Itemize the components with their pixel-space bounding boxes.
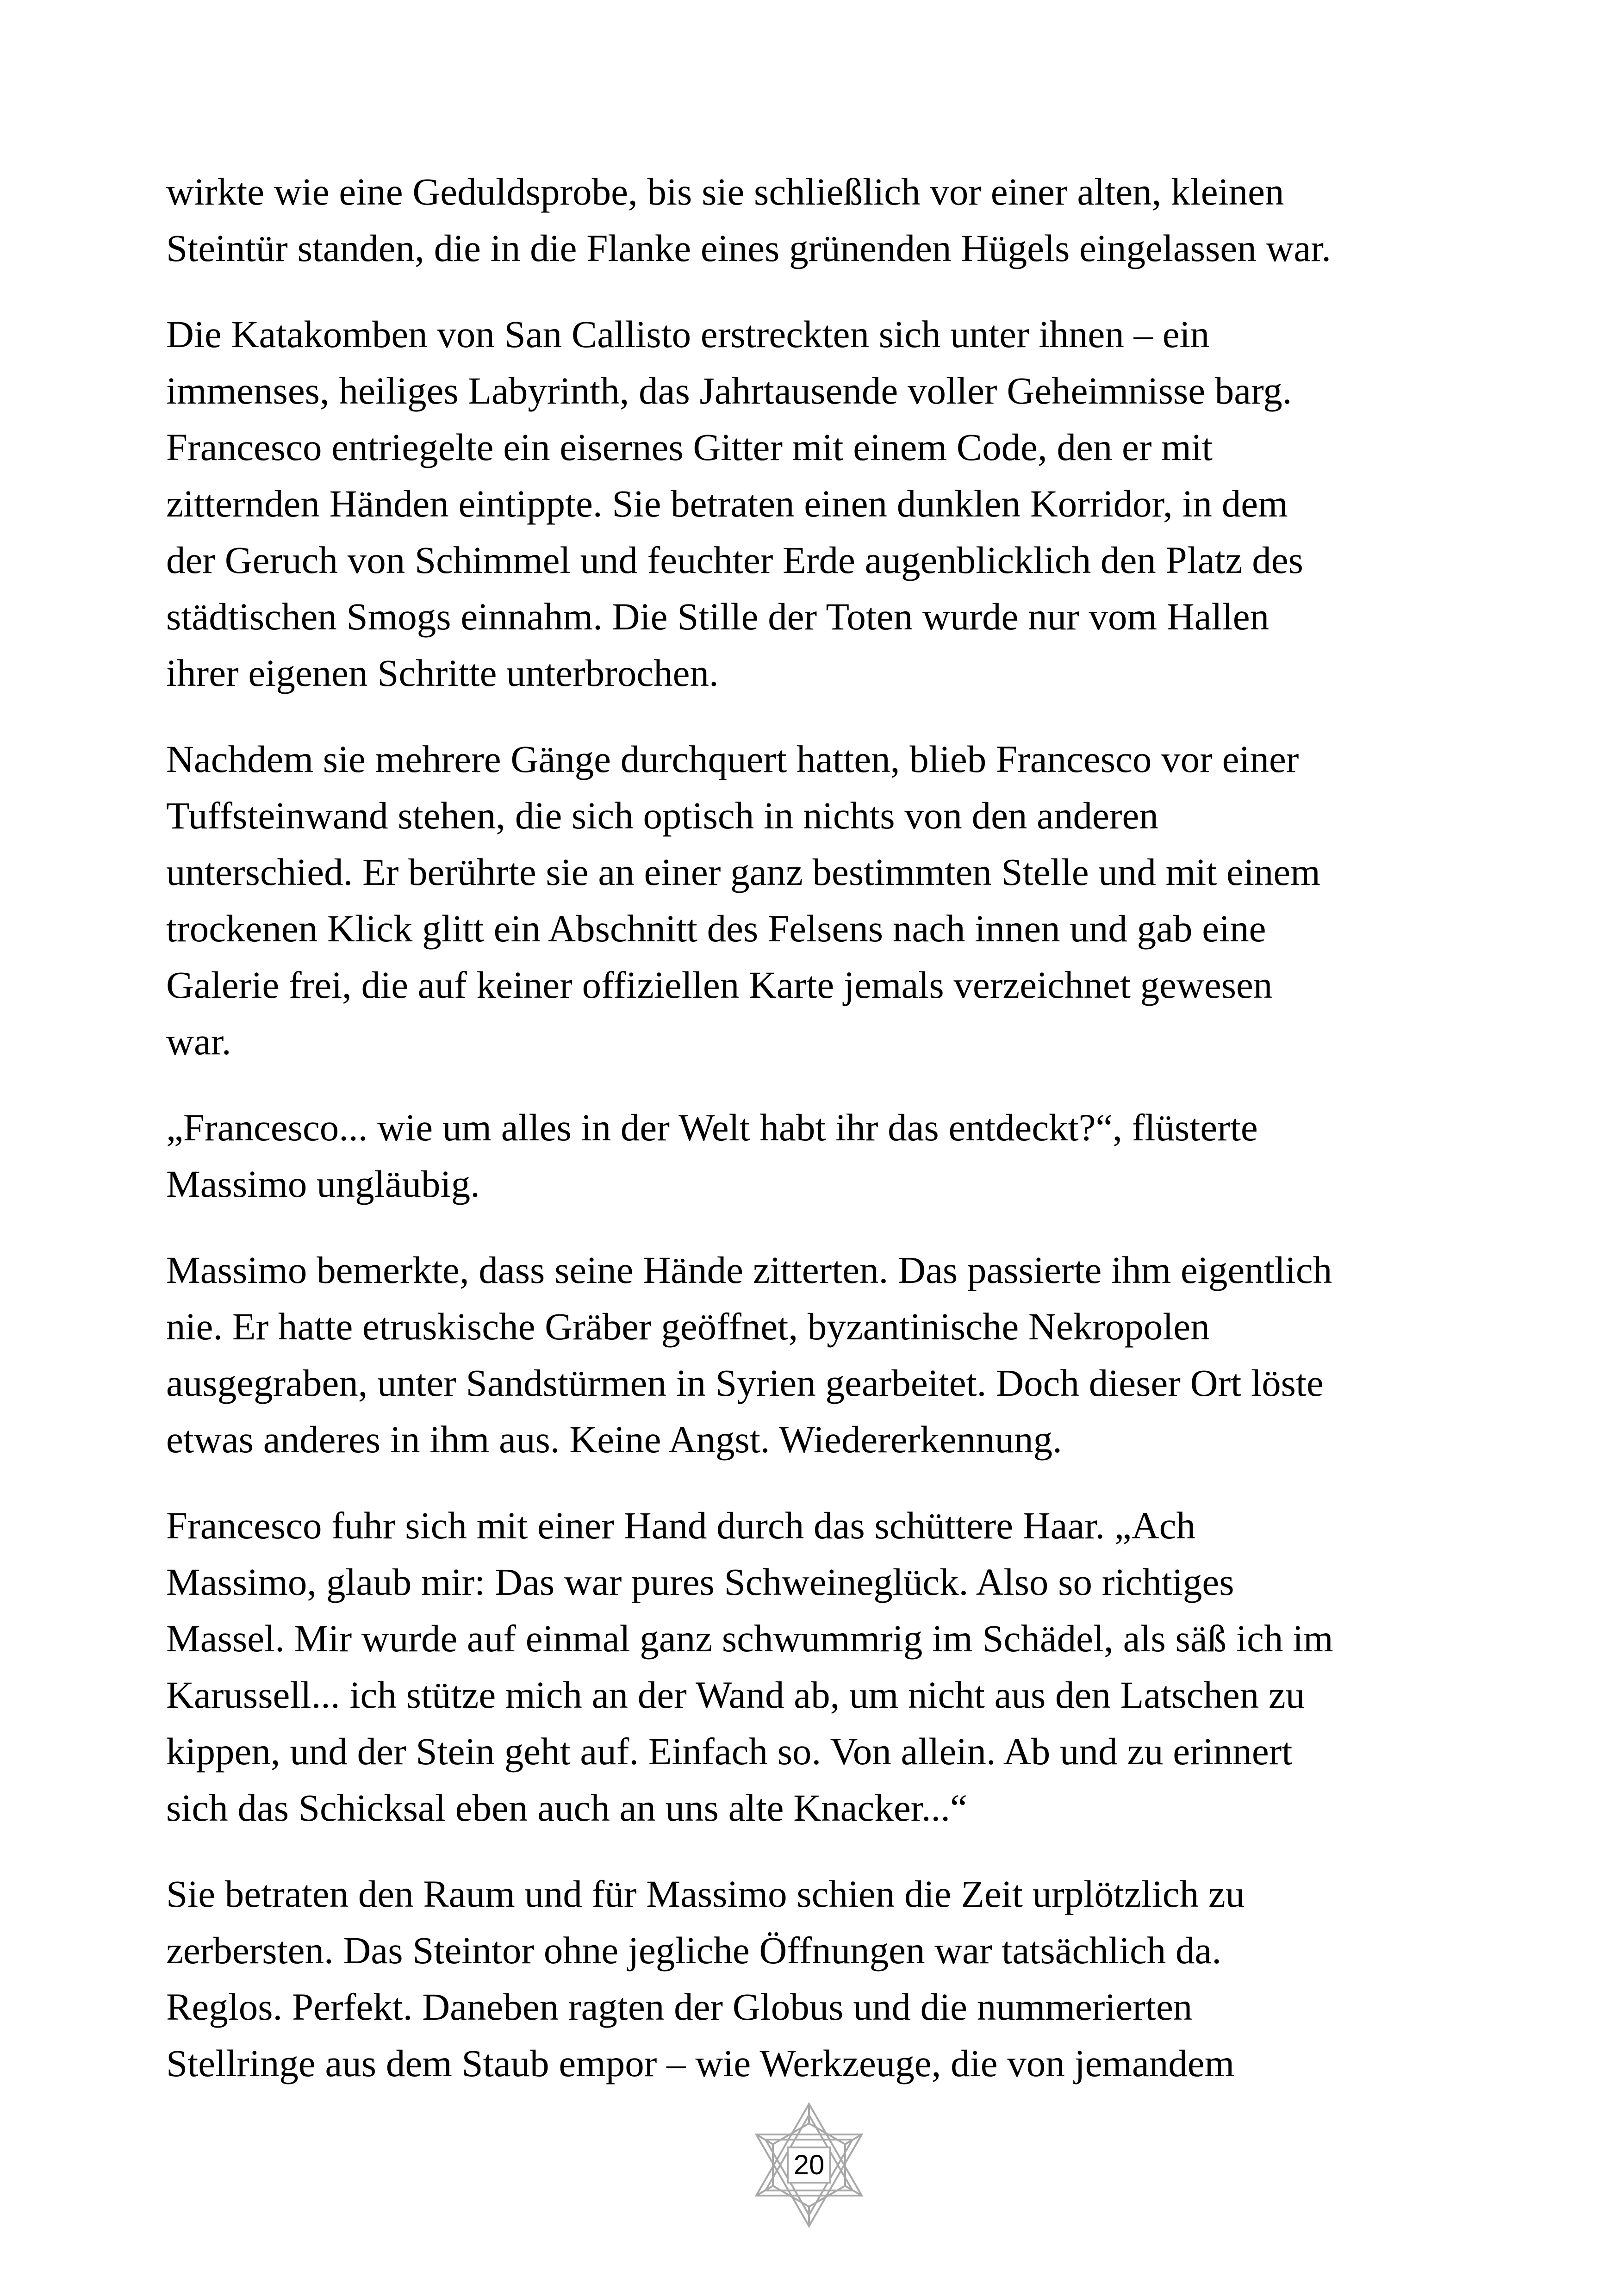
text-line: städtischen Smogs einnahm. Die Stille der Toten wurde nur vom Hallen: [166, 595, 1270, 638]
text-line: sich das Schicksal eben auch an uns alte Knacker...“: [166, 1786, 967, 1829]
text-line: Die Katakomben von San Callisto erstreckten sich unter ihnen – ein: [166, 313, 1210, 355]
text-line: Francesco entriegelte ein eisernes Gitter mit einem Code, den er mit: [166, 426, 1213, 468]
text-line: trockenen Klick glitt ein Abschnitt des Felsens nach innen und gab eine: [166, 907, 1266, 950]
text-line: ihrer eigenen Schritte unterbrochen.: [166, 652, 719, 694]
text-line: war.: [166, 1020, 231, 1063]
page-number: 20: [793, 2149, 825, 2180]
text-line: „Francesco... wie um alles in der Welt habt ihr das entdeckt?“, flüsterte: [166, 1106, 1258, 1149]
text-line: Nachdem sie mehrere Gänge durchquert hatten, blieb Francesco vor einer: [166, 738, 1299, 780]
text-line: immenses, heiliges Labyrinth, das Jahrtausende voller Geheimnisse barg.: [166, 369, 1292, 412]
text-line: Stellringe aus dem Staub empor – wie Werkzeuge, die von jemandem: [166, 2042, 1235, 2084]
text-line: zerbersten. Das Steintor ohne jegliche Öffnungen war tatsächlich da.: [166, 1929, 1222, 1972]
paragraph: [166, 1099, 1453, 1212]
text-line: Galerie frei, die auf keiner offiziellen Karte jemals verzeichnet gewesen: [166, 964, 1273, 1006]
text-line: Sie betraten den Raum und für Massimo schien die Zeit urplötzlich zu: [166, 1873, 1245, 1915]
text-line: Massimo bemerkte, dass seine Hände zitterten. Das passierte ihm eigentlich: [166, 1249, 1332, 1291]
text-line: ausgegraben, unter Sandstürmen in Syrien gearbeitet. Doch dieser Ort löste: [166, 1362, 1324, 1404]
text-line: Karussell... ich stütze mich an der Wand ab, um nicht aus den Latschen zu: [166, 1674, 1305, 1716]
text-line: etwas anderes in ihm aus. Keine Angst. Wiedererkennung.: [166, 1418, 1062, 1461]
text-line: Tuffsteinwand stehen, die sich optisch in nichts von den anderen: [166, 794, 1158, 837]
text-line: Steintür standen, die in die Flanke eines grünenden Hügels eingelassen war.: [166, 227, 1332, 269]
paragraph: [166, 1497, 1453, 1836]
text-line: Massimo, glaub mir: Das war pures Schweineglück. Also so richtiges: [166, 1561, 1234, 1603]
paragraph: [166, 731, 1453, 1070]
text-line: Reglos. Perfekt. Daneben ragten der Globus und die nummerierten: [166, 1985, 1193, 2028]
text-line: kippen, und der Stein geht auf. Einfach so. Von allein. Ab und zu erinnert: [166, 1730, 1293, 1773]
text-line: nie. Er hatte etruskische Gräber geöffnet, byzantinische Nekropolen: [166, 1305, 1210, 1348]
text-line: der Geruch von Schimmel und feuchter Erde augenblicklich den Platz des: [166, 539, 1303, 581]
text-line: Massimo ungläubig.: [166, 1163, 480, 1205]
paragraph: [166, 1242, 1453, 1468]
page-footer: [745, 2101, 873, 2229]
paragraph: [166, 306, 1453, 701]
text-line: zitternden Händen eintippte. Sie betraten einen dunklen Korridor, in dem: [166, 482, 1288, 525]
text-line: wirkte wie eine Geduldsprobe, bis sie schließlich vor einer alten, kleinen: [166, 170, 1284, 213]
text-line: Francesco fuhr sich mit einer Hand durch das schüttere Haar. „Ach: [166, 1504, 1196, 1547]
paragraph: [166, 163, 1453, 276]
text-line: unterschied. Er berührte sie an einer ganz bestimmten Stelle und mit einem: [166, 851, 1320, 893]
text-line: Massel. Mir wurde auf einmal ganz schwummrig im Schädel, als säß ich im: [166, 1617, 1333, 1660]
paragraph: [166, 1866, 1453, 2091]
body-text: [166, 163, 1453, 2121]
